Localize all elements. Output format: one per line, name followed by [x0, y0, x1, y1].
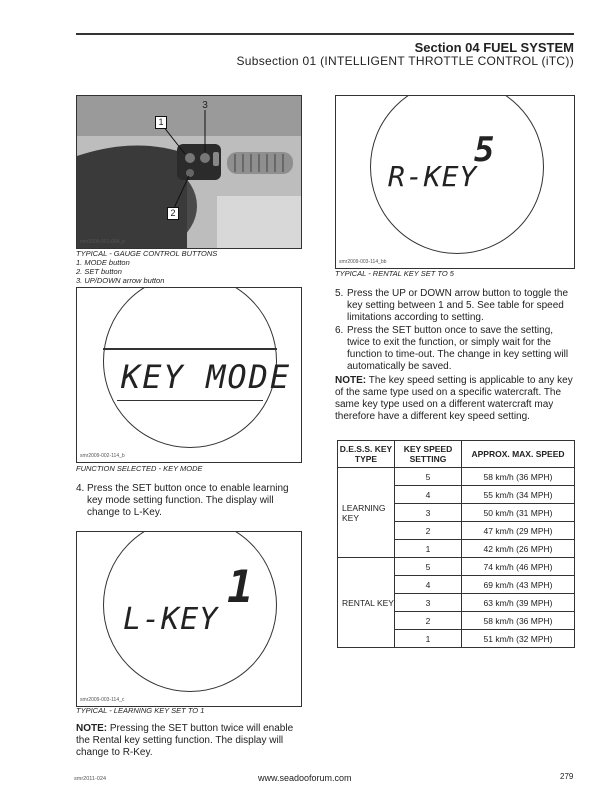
- callout-2: 2: [167, 207, 179, 220]
- lcd-setting: 5: [474, 130, 495, 170]
- lcd-bottom-line: [117, 400, 263, 401]
- setting-cell: 1: [395, 540, 462, 558]
- footer-doc-id: smr2011-024: [74, 776, 106, 782]
- setting-cell: 1: [395, 630, 462, 648]
- step-number: 4.: [76, 483, 85, 494]
- table-header: KEY SPEED SETTING: [395, 441, 462, 468]
- figure-rental-key-display: [335, 95, 575, 269]
- speed-cell: 47 km/h (29 MPH): [462, 522, 575, 540]
- footer-website: www.seadooforum.com: [258, 773, 352, 783]
- figure-learning-key-display: [76, 531, 302, 707]
- callout-1: 1: [155, 116, 167, 129]
- speed-cell: 55 km/h (34 MPH): [462, 486, 575, 504]
- step-number: 5.: [335, 288, 344, 299]
- lcd-text: R-KEY: [388, 160, 478, 193]
- step-number: 6.: [335, 325, 344, 336]
- step-6: [335, 325, 575, 373]
- speed-cell: 50 km/h (31 MPH): [462, 504, 575, 522]
- table-header-row: [338, 441, 575, 468]
- speed-cell: 74 km/h (46 MPH): [462, 558, 575, 576]
- speed-cell: 58 km/h (36 MPH): [462, 612, 575, 630]
- speed-cell: 58 km/h (36 MPH): [462, 468, 575, 486]
- figure-caption: [76, 249, 306, 285]
- step-text: Press the UP or DOWN arrow button to toggle the key setting between 1 and 5. See table for speed limitations according to setting.: [347, 288, 569, 323]
- set-button-shape: [200, 153, 210, 163]
- figure-id: smr2009-003-114_bb: [339, 259, 387, 265]
- legend-item: 1. MODE button: [76, 258, 130, 267]
- speed-cell: 63 km/h (39 MPH): [462, 594, 575, 612]
- note-key-speed: [335, 375, 575, 423]
- setting-cell: 3: [395, 504, 462, 522]
- legend-item: 3. UP/DOWN arrow button: [76, 276, 165, 285]
- setting-cell: 2: [395, 612, 462, 630]
- figure-key-mode-display: [76, 287, 302, 463]
- figure-caption: FUNCTION SELECTED - KEY MODE: [76, 464, 203, 473]
- legend-item: 2. SET button: [76, 267, 122, 276]
- figure-id: smr2009-001-004_b: [80, 239, 126, 245]
- step-5: [335, 288, 575, 324]
- lcd-text: L-KEY: [123, 602, 219, 637]
- setting-cell: 4: [395, 486, 462, 504]
- speed-cell: 42 km/h (26 MPH): [462, 540, 575, 558]
- key-speed-table: [337, 440, 575, 648]
- section-title: Section 04 FUEL SYSTEM: [414, 40, 574, 55]
- figure-gauge-control-buttons: [76, 95, 302, 249]
- table-row: [338, 558, 575, 576]
- lcd-text: KEY MODE: [121, 358, 292, 396]
- step-text: Press the SET button once to save the setting, twice to exit the function, or simply wait for the function to time-out. The change in key setting will automatically be saved.: [347, 325, 569, 372]
- setting-cell: 5: [395, 468, 462, 486]
- callout-3: 3: [202, 100, 208, 111]
- table-row: [338, 468, 575, 486]
- step-text: Press the SET button once to enable learning key mode setting function. The display will change to L-Key.: [87, 483, 289, 518]
- note-rental: [76, 723, 304, 759]
- header-rule: [76, 33, 574, 35]
- setting-cell: 5: [395, 558, 462, 576]
- note-label: NOTE:: [76, 723, 108, 734]
- note-text: The key speed setting is applicable to any key of the same type used on a specific watercraft. The same key type used on a different watercraft may therefore have a different key speed setting.: [335, 375, 573, 422]
- note-text: Pressing the SET button twice will enable the Rental key setting function. The display will change to R-Key.: [76, 723, 294, 758]
- figure-caption: TYPICAL - LEARNING KEY SET TO 1: [76, 706, 205, 715]
- speed-cell: 51 km/h (32 MPH): [462, 630, 575, 648]
- handlebar-photo: [77, 96, 301, 248]
- step-4: [76, 483, 302, 519]
- key-type-cell: RENTAL KEY: [338, 558, 395, 648]
- key-type-cell: LEARNING KEY: [338, 468, 395, 558]
- table-header: APPROX. MAX. SPEED: [462, 441, 575, 468]
- mode-button-shape: [185, 153, 195, 163]
- caption-title: TYPICAL - GAUGE CONTROL BUTTONS: [76, 249, 218, 258]
- figure-id: smr2009-003-114_c: [80, 697, 125, 703]
- figure-caption: TYPICAL - RENTAL KEY SET TO 5: [335, 269, 454, 278]
- lcd-top-line: [103, 348, 277, 350]
- setting-cell: 2: [395, 522, 462, 540]
- page-number: 279: [560, 772, 574, 781]
- setting-cell: 3: [395, 594, 462, 612]
- speed-cell: 69 km/h (43 MPH): [462, 576, 575, 594]
- table-header: D.E.S.S. KEY TYPE: [338, 441, 395, 468]
- figure-id: smr2009-002-114_b: [80, 453, 125, 459]
- note-label: NOTE:: [335, 375, 367, 386]
- setting-cell: 4: [395, 576, 462, 594]
- lcd-setting: 1: [227, 562, 254, 613]
- subsection-title: Subsection 01 (INTELLIGENT THROTTLE CONTROL (iTC)): [236, 54, 574, 68]
